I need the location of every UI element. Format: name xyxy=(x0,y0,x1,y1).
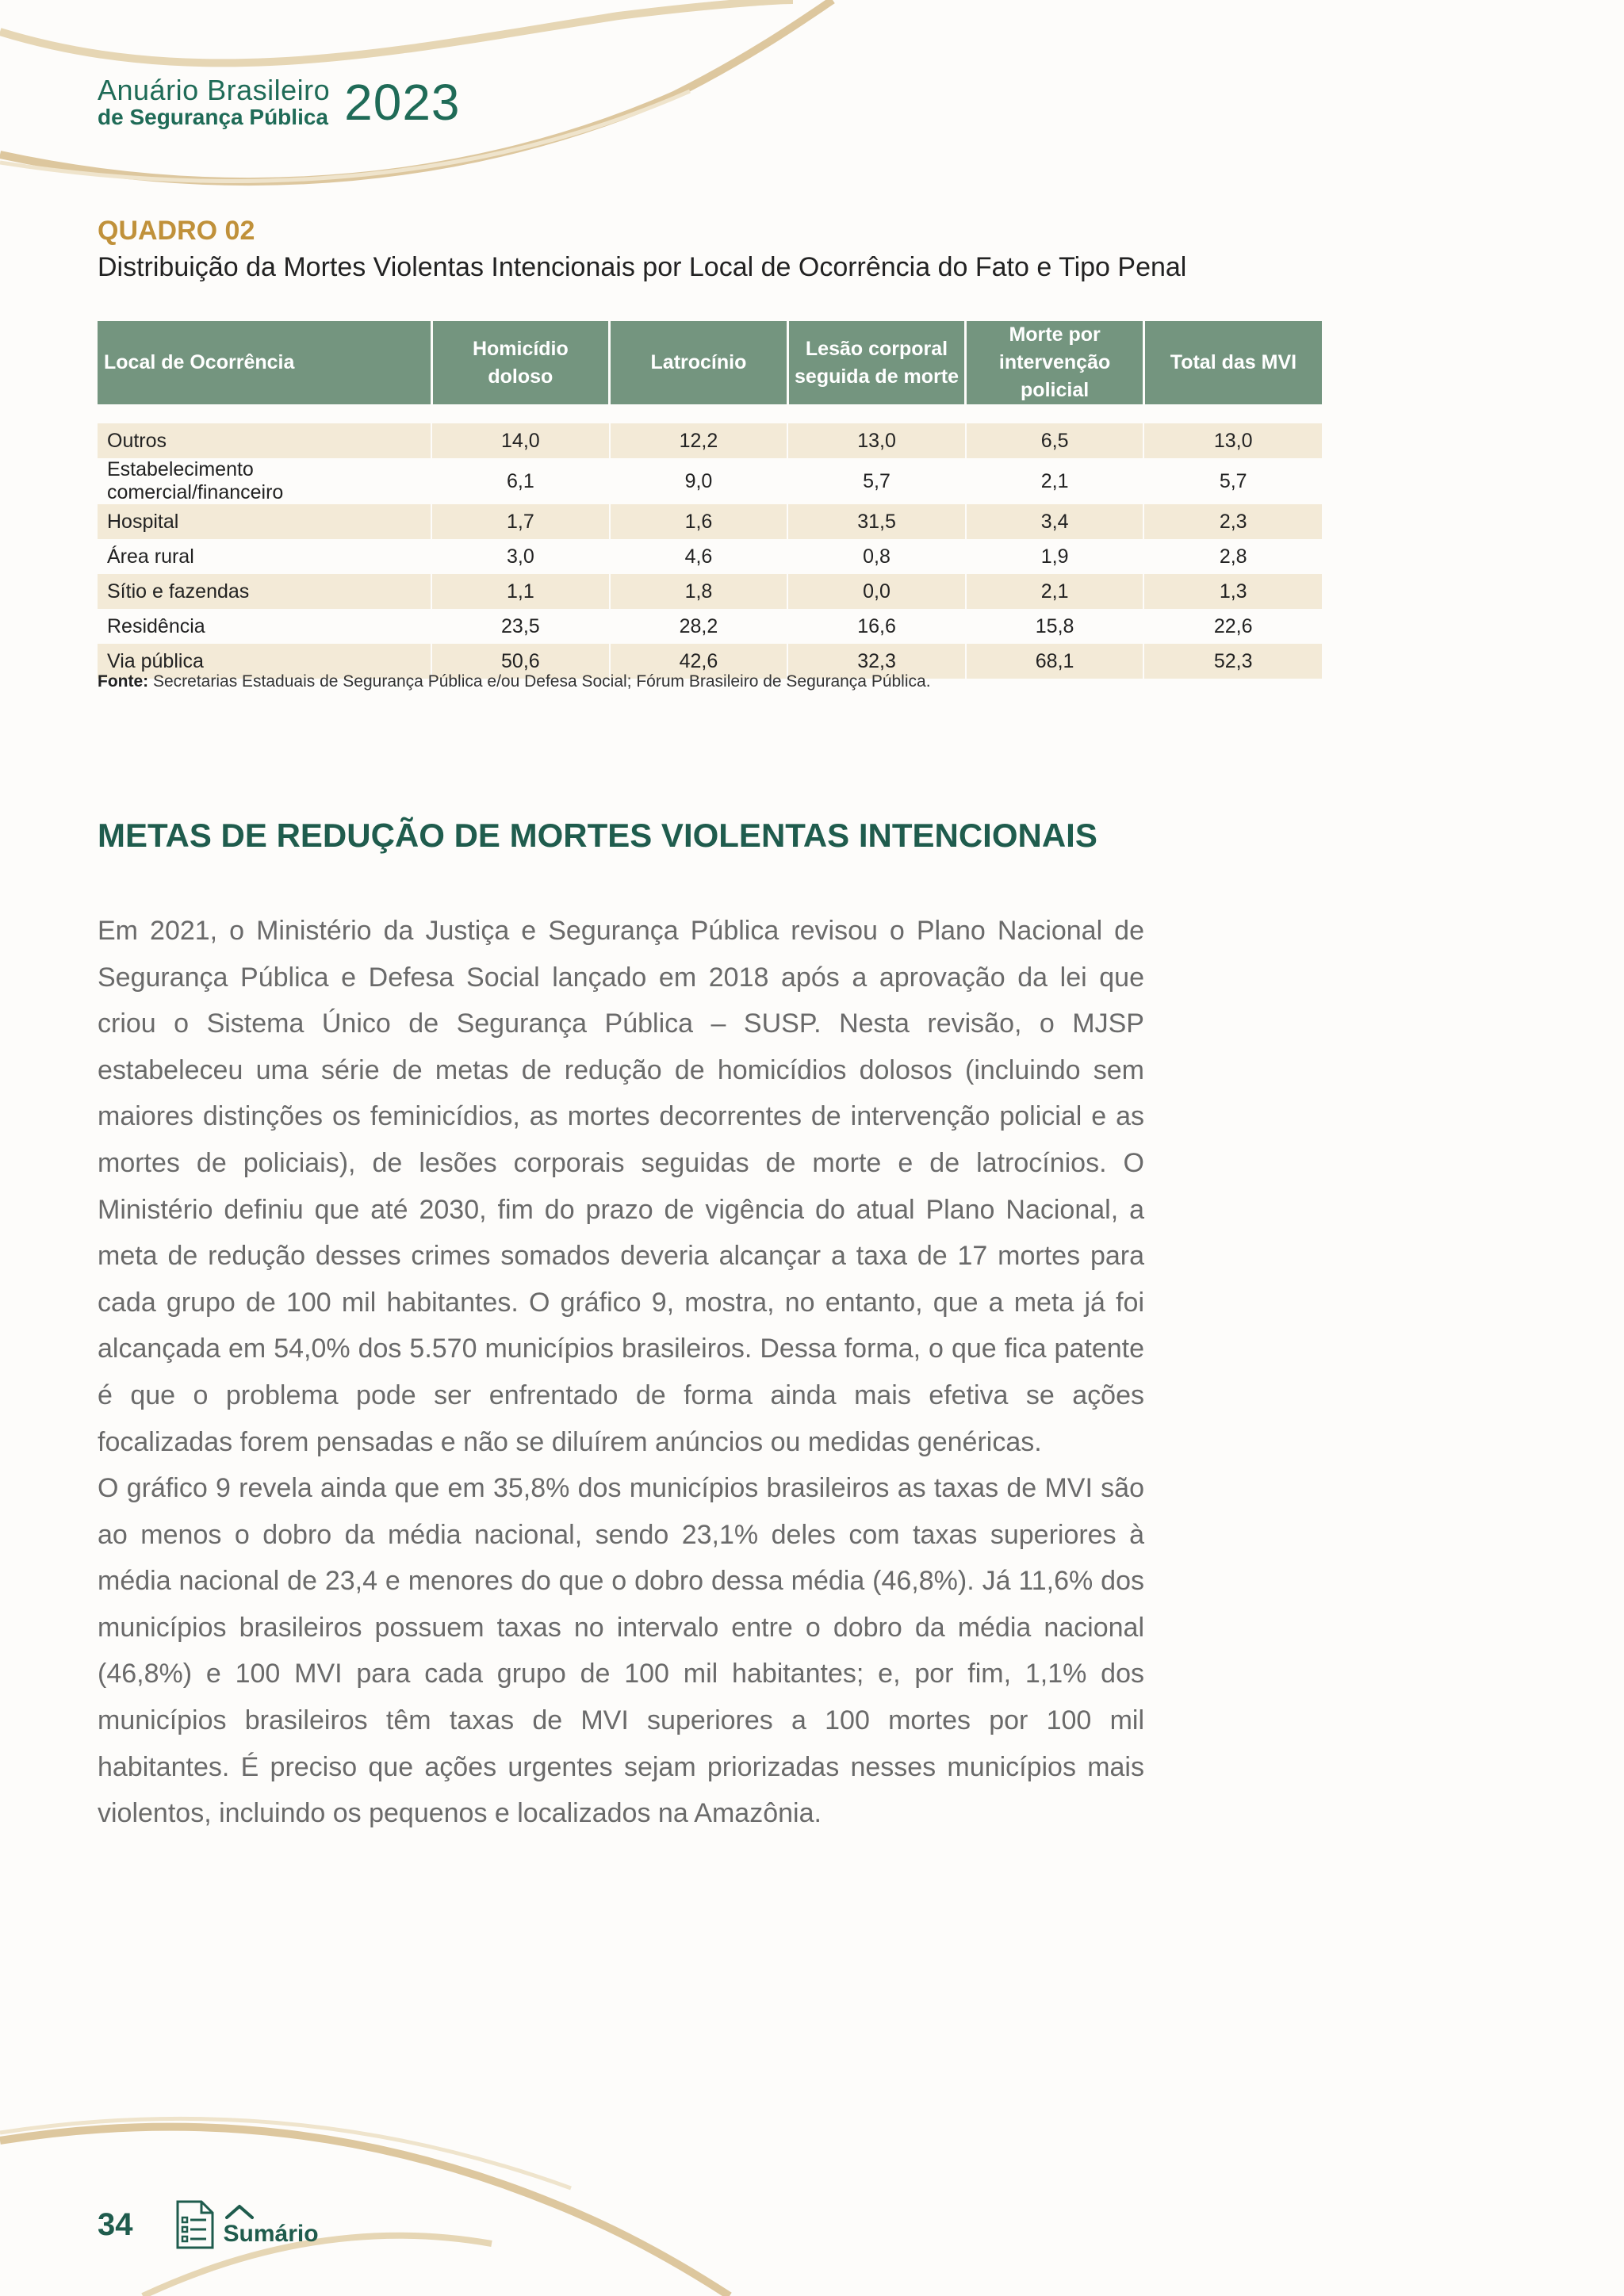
source-text: Secretarias Estaduais de Segurança Pública e/ou Defesa Social; Fórum Brasileiro de Segurança Pública. xyxy=(148,672,931,691)
source-label: Fonte: xyxy=(98,672,149,691)
column-header: Homicídio doloso xyxy=(431,321,610,404)
mvi-table xyxy=(98,321,1322,679)
table-cell: 2,3 xyxy=(1143,504,1322,539)
table-cell: 31,5 xyxy=(787,504,966,539)
table-cell: 1,3 xyxy=(1143,574,1322,609)
table-cell: Área rural xyxy=(98,539,431,574)
table-cell: 2,8 xyxy=(1143,539,1322,574)
chevron-up-icon xyxy=(224,2203,255,2221)
table-cell: Estabelecimento comercial/financeiro xyxy=(98,458,431,504)
table-cell: 28,2 xyxy=(610,609,788,644)
table-cell: 1,6 xyxy=(610,504,788,539)
table-cell: 0,0 xyxy=(787,574,966,609)
table-header-row xyxy=(98,321,1322,404)
logo-subtitle: de Segurança Pública xyxy=(98,105,328,129)
table-cell: 12,2 xyxy=(610,423,788,458)
table-cell: 1,1 xyxy=(431,574,610,609)
table-cell: 6,1 xyxy=(431,458,610,504)
document-list-icon xyxy=(174,2200,216,2249)
page-footer xyxy=(98,2200,319,2249)
column-header: Latrocínio xyxy=(610,321,788,404)
table-cell: 0,8 xyxy=(787,539,966,574)
table-cell: Outros xyxy=(98,423,431,458)
publication-logo xyxy=(98,73,461,132)
page-number: 34 xyxy=(98,2206,133,2242)
table-cell: 42,6 xyxy=(610,644,788,679)
table-cell: 22,6 xyxy=(1143,609,1322,644)
quadro-title: Distribuição da Mortes Violentas Intencionais por Local de Ocorrência do Fato e Tipo Penal xyxy=(98,252,1187,282)
table-row xyxy=(98,539,1322,574)
table-cell: 6,5 xyxy=(966,423,1144,458)
table-cell: 1,8 xyxy=(610,574,788,609)
sumario-link[interactable] xyxy=(174,2200,319,2249)
table-row xyxy=(98,458,1322,504)
sumario-label: Sumário xyxy=(223,2221,319,2247)
quadro-label: QUADRO 02 xyxy=(98,216,255,246)
column-header: Morte por intervenção policial xyxy=(966,321,1144,404)
table-cell: 1,7 xyxy=(431,504,610,539)
table-row xyxy=(98,574,1322,609)
table-cell: 15,8 xyxy=(966,609,1144,644)
table-cell: 5,7 xyxy=(1143,458,1322,504)
body-paragraph: Em 2021, o Ministério da Justiça e Segurança Pública revisou o Plano Nacional de Segurança Pública e Defesa Social lançado em 2018 após a aprovação da lei que criou o Sistema Único de Segurança Pública – SUSP. Nesta revisão, o MJSP estabeleceu uma série de metas de redução de homicídios dolosos (incluindo sem maiores distinções os feminicídios, as mortes decorrentes de intervenção policial e as mortes de policiais), de lesões corporais seguidas de morte e de latrocínios. O Ministério definiu que até 2030, fim do prazo de vigência do atual Plano Nacional, a meta de redução desses crimes somados deveria alcançar a taxa de 17 mortes para cada grupo de 100 mil habitantes. O gráfico 9, mostra, no entanto, que a meta já foi alcançada em 54,0% dos 5.570 municípios brasileiros. Dessa forma, o que fica patente é que o problema pode ser enfrentado de forma ainda mais efetiva se ações focalizadas forem pensadas e não se diluírem anúncios ou medidas genéricas. xyxy=(98,916,1144,1457)
table-cell: 2,1 xyxy=(966,458,1144,504)
table-cell: Via pública xyxy=(98,644,431,679)
table-cell: 9,0 xyxy=(610,458,788,504)
table-row xyxy=(98,504,1322,539)
logo-year: 2023 xyxy=(344,74,461,131)
column-header: Total das MVI xyxy=(1143,321,1322,404)
table-cell: 3,0 xyxy=(431,539,610,574)
table-cell: 13,0 xyxy=(787,423,966,458)
table-cell: 1,9 xyxy=(966,539,1144,574)
table-cell: 2,1 xyxy=(966,574,1144,609)
table-cell: 52,3 xyxy=(1143,644,1322,679)
table-cell: Hospital xyxy=(98,504,431,539)
table-cell: 4,6 xyxy=(610,539,788,574)
column-header: Local de Ocorrência xyxy=(98,321,431,404)
table-cell: 68,1 xyxy=(966,644,1144,679)
logo-title: Anuário Brasileiro xyxy=(98,74,331,106)
table-cell: 16,6 xyxy=(787,609,966,644)
table-cell: 13,0 xyxy=(1143,423,1322,458)
table-cell: 5,7 xyxy=(787,458,966,504)
table-cell: 50,6 xyxy=(431,644,610,679)
source-note xyxy=(98,672,931,691)
table-row xyxy=(98,609,1322,644)
table-cell: 32,3 xyxy=(787,644,966,679)
table-cell: Residência xyxy=(98,609,431,644)
table-cell: Sítio e fazendas xyxy=(98,574,431,609)
table-cell: 23,5 xyxy=(431,609,610,644)
body-paragraph: O gráfico 9 revela ainda que em 35,8% dos municípios brasileiros as taxas de MVI são ao menos o dobro da média nacional, sendo 23,1% deles com taxas superiores à média nacional de 23,4 e menores do que o dobro dessa média (46,8%). Já 11,6% dos municípios brasileiros possuem taxas no intervalo entre o dobro da média nacional (46,8%) e 100 MVI para cada grupo de 100 mil habitantes; e, por fim, 1,1% dos municípios brasileiros têm taxas de MVI superiores a 100 mortes por 100 mil habitantes. É preciso que ações urgentes sejam priorizadas nesses municípios mais violentos, incluindo os pequenos e localizados na Amazônia. xyxy=(98,1473,1144,1829)
table-cell: 14,0 xyxy=(431,423,610,458)
column-header: Lesão corporal seguida de morte xyxy=(787,321,966,404)
section-title: METAS DE REDUÇÃO DE MORTES VIOLENTAS INTENCIONAIS xyxy=(98,817,1097,854)
table-cell: 3,4 xyxy=(966,504,1144,539)
table-row xyxy=(98,423,1322,458)
